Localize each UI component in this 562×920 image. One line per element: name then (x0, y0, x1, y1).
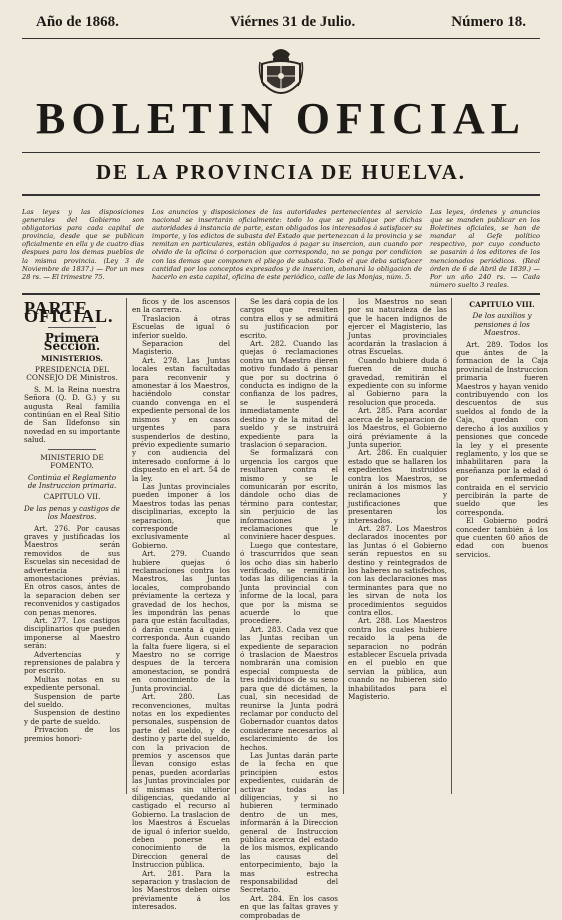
paragraph: Cuando hubiere duda ó fueren de mucha gravedad, remitirán el expediente con su informe al Gobierno para la resolucion que proceda. (348, 355, 447, 407)
paragraph: Advertencias y reprensiones de palabra y por escrito. (24, 649, 120, 676)
notes-right: Las leyes, órdenes y anuncios que se manden publicar en los Boletines oficiales, se han de mandar al Gefe político respectivo, por cuyo conducto se pasarán á los editores de los mencionados periódicos. (Real órden de 6 de Abril de 1839.) — Por un año 240 rs. — Cada número suelto 3 reales. (430, 208, 540, 289)
column-3 (240, 297, 338, 920)
publication-notes (22, 208, 540, 290)
paragraph: Multas notas en su expediente personal. (24, 674, 120, 693)
notes-rule (22, 293, 540, 295)
paragraph: S. M. la Reina nuestra Señora (Q. D. G.) y su augusta Real familia continúan en el Real Sitio de San Ildefonso sin novedad en su importante salud. (24, 384, 120, 445)
paragraph: Art. 281. Para la separacion y traslacion de los Maestros deben oirse préviamente á los interesados. (132, 868, 230, 912)
paragraph: Las Juntas darán parte de la fecha en que principien estos expedientes, cuidarán de activar todas las diligencias, y si no hubieren terminado dentro de un mes, informarán á la Direccion general de Instruccion pública acerca del estado de los mismos, explicando las causas del entorpecimiento, bajo la mas estrecha responsabilidad del Secretario. (240, 750, 338, 895)
article-columns (24, 297, 548, 920)
issue-number: Número 18. (451, 14, 526, 30)
notes-center: Los anuncios y disposiciones de las autoridades pertenecientes al servicio nacional se insertarán oficialmente: todo lo que se publique por dichas autoridades á instancia de parte, estan obligados los interesados á satisfacer su importe, y los edictos de subasta del Estado que pertenezcan á la provincia y se remitan en particulares, están obligados á pagar su insercion, aun cuando por olvido de la oficina ó corporacion que corresponda, no se ponga por condicion con las demas que componen el pliego de subasta. Todo el que deba satisfacer cantidad por los conceptos expresados y de insercion, abonará la obligacion de hacerlo en esta capital, oficina de este periódico, calle de las Monjas, núm. 5. (152, 208, 422, 281)
paragraph: Se formalizará con urgencia los cargos que resultaren contra el mismo y se le comunicarán por escrito, dándole ocho dias de término para contestar, sin perjuicio de las informaciones y reclamaciones que le conviniere hacer despues. (240, 448, 338, 542)
paragraph: Art. 282. Cuando las quejas ó reclamaciones contra un Maestro dieren motivo fundado á pensar que por su doctrina ó conducta es indigno de la confianza de los padres, se le suspenderá inmediatamente de destino y de la mitad del sueldo y se instruirá expediente para la traslacion ó separacion. (240, 339, 338, 449)
masthead-subtitle: DE LA PROVINCIA DE HUELVA. (96, 160, 466, 184)
chapter-heading: CAPITULO VII. (43, 492, 101, 502)
title-rule (22, 152, 540, 153)
paragraph: Luego que contestare, ó trascurridos que sean los ocho dias sin haberlo verificado, se remitirán todas las diligencias á la Junta provincial con informe de la local, para que por la misma se acuerde lo que procediere. (240, 540, 338, 626)
paragraph: Traslacion á otras Escuelas de igual ó inferior sueldo. (132, 313, 230, 340)
paragraph: El Gobierno podrá conceder también á los que cuenten 60 años de edad con buenos servicios. (456, 516, 548, 559)
issue-date: Viérnes 31 de Julio. (230, 14, 356, 30)
chapter-subtitle: De las penas y castigos de los Maestros. (24, 503, 120, 522)
regulation-heading: Continúa el Reglamento de Instruccion primaria. (27, 472, 117, 490)
column-5 (456, 298, 548, 794)
paragraph: Art. 284. En los casos en que las faltas graves y comprobadas de (240, 893, 338, 920)
top-rule (22, 38, 540, 39)
paragraph: Art. 277. Los castigos disciplinarios que pueden imponerse al Maestro serán: (24, 616, 120, 651)
title-right: OFICIAL (295, 94, 526, 143)
paragraph: Suspension de parte del sueldo. (24, 691, 120, 710)
masthead-title (36, 92, 526, 146)
presidency-heading: PRESIDENCIA DEL CONSEJO DE Ministros. (26, 365, 118, 383)
paragraph: Suspension de destino y de parte de sueldo. (24, 708, 120, 726)
column-4 (348, 298, 447, 794)
chapter-subtitle: De los auxilios y pensiones á los Maestros. (472, 311, 532, 338)
paragraph: Art. 278. Las Juntas locales estan facultadas para reconvenir y amonestar á los Maestros, haciéndolo constar cuando convenga en el expediente personal de los mismos y en casos urgentes para suspenderlos de destino, prévio expediente sumario y con audiencia del interesado conforme á lo dispuesto en el art. 54 de la ley. (132, 355, 230, 483)
column-1 (24, 298, 120, 794)
ministries-heading: MINISTERIOS. (40, 353, 103, 363)
divider (48, 327, 96, 328)
divider (48, 449, 96, 450)
title-left: BOLETIN (36, 94, 279, 143)
paragraph: Las Juntas provinciales pueden imponer á los Maestros todas las penas disciplinarias, excepto la separacion, que corresponde exclusivamente al Gobierno. (132, 481, 230, 550)
paragraph: Art. 279. Cuando hubiere quejas ó reclamaciones contra los Maestros, las Juntas locales, comprobando préviamente la certeza y gravedad de los hechos, les impondrán las penas para que están facultadas, ó darán cuenta á quien corresponda. Aun cuando la falta fuere ligera, si el Maestro no se corrige despues de la tercera amonestacion, se pondrá en conocimiento de la Junta provincial. (132, 549, 230, 693)
section-subheading: Primera Seccion. (43, 330, 101, 354)
paragraph: Privacion de los premios honori- (24, 725, 120, 743)
paragraph: Se les dará copia de los cargos que resulten contra ellos y se admitirá su justificacion por escrito. (240, 297, 338, 340)
paragraph: Art. 283. Cada vez que las Juntas reciban un expediente de separacion ó traslacion de Maestros nombrarán una comision especial compuesta de tres individuos de su seno para que dé dictámen, la cual, sin necesidad de reunirse la Junta podrá reclamar por conducto del Gobernador cuantos datos considerare necesarios al esclarecimiento de los hechos. (240, 624, 338, 752)
ministry-heading: MINISTERIO DE FOMENTO. (40, 452, 104, 471)
subtitle-rule (22, 194, 540, 196)
column-2 (132, 297, 230, 912)
masthead-dateline (8, 14, 554, 36)
paragraph: Art. 280. Las reconvenciones, multas notas en los expedientes personales, suspension de parte del sueldo, y de destino y parte del sueldo, con la privacion de premios y ascensos que llevan consigo estas penas, pueden acordarlas las Juntas provinciales por sí mismas sin ulterior diligencias, quedando al castigado el recurso al Gobierno. La traslacion de los Maestros á Escuelas de igual ó inferior sueldo, deben ponerse en conocimiento de la Direccion general de Instruccion pública. (132, 692, 230, 870)
paragraph: Art. 288. Los Maestros contra los cuales hubiere recaido la pena de separacion no podrán establecer Escuela privada en el pueblo en que servian la pública, aun cuando no hubieren sido inhabilitados para el Magisterio. (348, 616, 447, 702)
paragraph: Art. 289. Todos los que ántes de la formacion de la Caja provincial de Instruccion primaria fueren Maestros y hayan venido contribuyendo con los descuentos de sus sueldos al fondo de la Caja, quedan con derecho á los auxilios y pensiones que concede la ley y el presente reglamento, y los que se inhabilitaren para la enseñanza por la edad ó por enfermedad contraida en el servicio percibirán la parte de sueldo que les corresponda. (456, 339, 548, 517)
paragraph: Art. 285. Para acordar acerca de la separacion de los Maestros, el Gobierno oirá préviamente á la Junta superior. (348, 406, 447, 449)
paragraph: Art. 286. En cualquier estado que se hallaren los expedientes instruidos contra los Maestros, se unirán á los mismos las reclamaciones y justificaciones que presentaren los interesados. (348, 448, 447, 525)
notes-left: Las leyes y las disposiciones generales del Gobierno son obligatorias para cada capital de provincia, desde que se publican oficialmente en ella y de cuatro dias despues para los demas pueblos de la misma provincia. (Ley 3 de Noviembre de 1837.) — Por un mes 28 rs. — El trimestre 75. (22, 208, 144, 281)
section-heading: PARTE OFICIAL. (24, 298, 114, 327)
paragraph: los Maestros no sean por su naturaleza de las que le hacen indignos de ejercer el Magisterio, las Juntas provinciales acordarán la traslacion á otras Escuelas. (348, 297, 447, 357)
paragraph: Art. 287. Los Maestros declarados inocentes por las Juntas ó el Gobierno serán repuestos en su destino y reintegrados de los haberes no satisfechos, con las declaraciones mas terminantes para que no les sirvan de nota los procedimientos seguidos contra ellos. (348, 523, 447, 618)
issue-year: Año de 1868. (36, 14, 119, 30)
paragraph: ficos y de los ascensos en la carrera. (132, 297, 230, 315)
paragraph: Art. 276. Por causas graves y justificadas los Maestros serán removidos de sus Escuelas sin necesidad de advertencia ni amonestaciones prévias. En otros casos, ántes de la separacion deben ser reconvenidos y castigados con penas menores. (24, 523, 120, 617)
paragraph: Separacion del Magisterio. (132, 339, 230, 357)
chapter-heading: CAPITULO VIII. (469, 300, 535, 309)
